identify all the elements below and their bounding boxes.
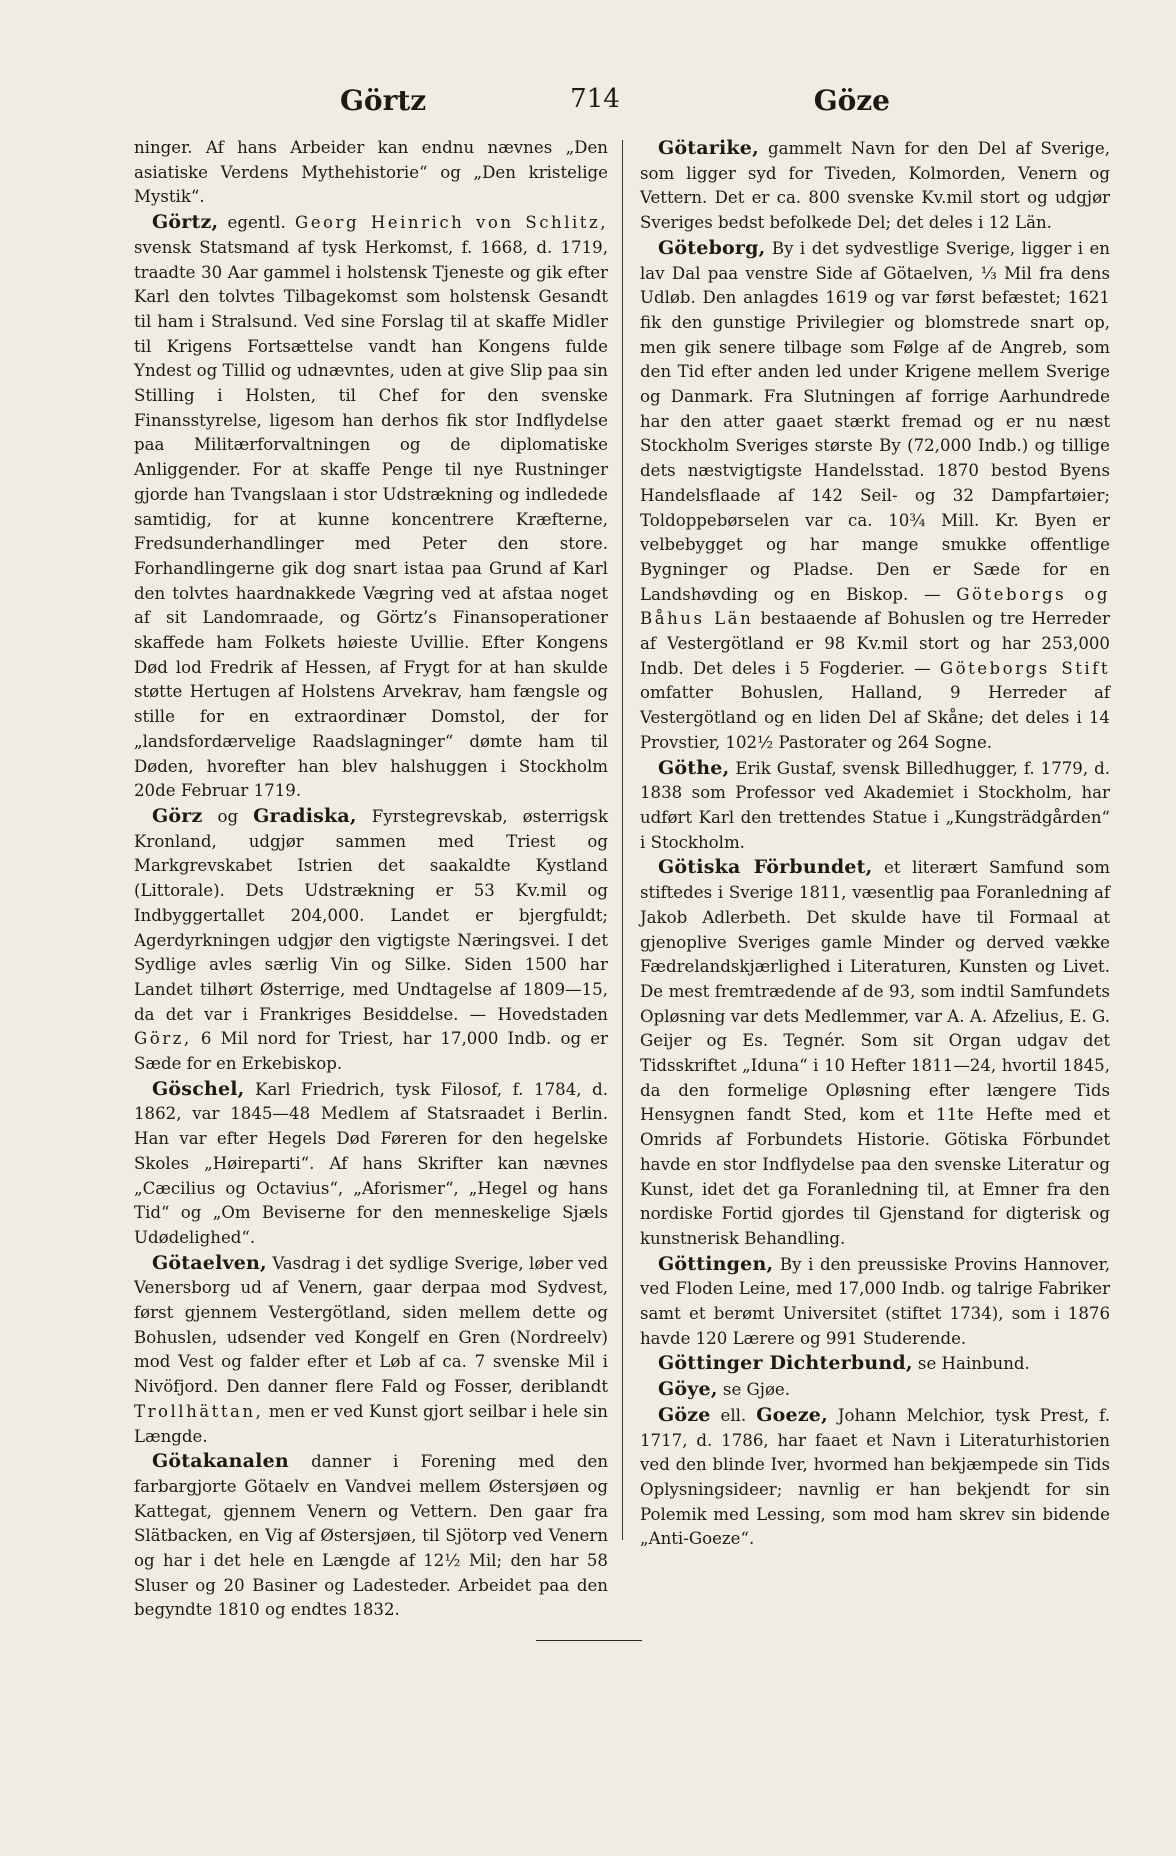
- headword: Göteborg,: [658, 236, 766, 259]
- entry-goye: Göye, se Gjøe.: [658, 1378, 791, 1401]
- entry-gotarike: Götarike, gammelt Navn for den Del af Sverige, som ligger syd for Tiveden, Kolmorden, Venern og Vettern. Det er ca. 800 svenske Kv.mil stort og udgjør Sveriges bedst befolkede Del; det deles i 12 Län.: [640, 137, 1110, 233]
- headword: Götarike,: [658, 137, 759, 159]
- right-column: [640, 136, 1110, 1552]
- entry-goteborg: Göteborg, By i det sydvestlige Sverige, ligger i en lav Dal paa venstre Side af Götaelven, ⅓ Mil fra dens Udløb. Den anlagdes 1619 og var først befæstet; 1621 fik den gunstige Privilegier og blomstrede snart op, men gik senere tilbage som Følge af de Angreb, som den Tid efter anden led under Krigene mellem Sverige og Danmark. Fra Slutningen af forrige Aarhundrede har den atter gaaet stærkt fremad og er nu næst Stockholm Sveriges største By (72,000 Indb.) og tillige dets næstvigtigste Handelsstad. 1870 bestod Byens Handelsflaade af 142 Seil- og 32 Dampfartøier; Toldoppebørselen var ca. 10¾ Mill. Kr. Byen er velbebygget og har mange smukke offentlige Bygninger og Pladse. Den er Sæde for en Landshøvding og en Biskop. — Göteborgs og Båhus Län bestaaende af Bohuslen og tre Herreder af Vestergötland er 98 Kv.mil stort og har 253,000 Indb. Det deles i 5 Fogderier. — Göteborgs Stift omfatter Bohuslen, Halland, 9 Herreder af Vestergötland og en liden Del af Skåne; det deles i 14 Provstier, 102½ Pastorater og 264 Sogne.: [640, 236, 1110, 752]
- entry-gottingen: Göttingen, By i den preussiske Provins Hannover, ved Floden Leine, med 17,000 Indb. og talrige Fabriker samt et berømt Universitet (stiftet 1734), som i 1876 havde 120 Lærere og 991 Studerende.: [640, 1252, 1110, 1348]
- headword: Görtz,: [152, 211, 219, 234]
- entry-goschel: Göschel, Karl Friedrich, tysk Filosof, f. 1784, d. 1862, var 1845—48 Medlem af Statsraadet i Berlin. Han var efter Hegels Død Føreren for den hegelske Skoles „Høireparti“. Af hans Skrifter kan nævnes „Cæcilius og Octavius“, „Aforismer“, „Hegel og hans Tid“ og „Om Beviserne for den menneskelige Sjæls Udødelighed“.: [134, 1077, 608, 1247]
- headword: Göze: [658, 1403, 711, 1426]
- entry-gottinger-dichterbund: Göttinger Dichterbund, se Hainbund.: [658, 1352, 1030, 1375]
- footer-rule: [536, 1640, 642, 1641]
- entry-gotakanalen: Götakanalen danner i Forening med den farbargjorte Götaelv en Vandvei mellem Østersjøen og Kattegat, gjennem Venern og Vettern. Den gaar fra Slätbacken, en Vig af Østersjøen, til Sjötorp ved Venern og har i det hele en Længde af 12½ Mil; den har 58 Sluser og 20 Basiner og Ladesteder. Arbeidet paa den begyndte 1810 og endtes 1832.: [134, 1450, 608, 1620]
- headword: Göye,: [658, 1378, 718, 1401]
- running-head-first-entry: Görtz: [340, 84, 427, 117]
- entry-continuation: ninger. Af hans Arbeider kan endnu nævnes „Den asiatiske Verdens Mythehistorie“ og „Den kristelige Mystik“.: [134, 138, 608, 207]
- column-divider: [622, 140, 623, 1540]
- headword: Goeze,: [756, 1403, 828, 1426]
- headword: Göthe,: [658, 756, 730, 779]
- entry-gortz: Görtz, egentl. Georg Heinrich von Schlitz, svensk Statsmand af tysk Herkomst, f. 1668, d. 1719, traadte 30 Aar gammel i holstensk Tjeneste og gik efter Karl den tolvtes Tilbagekomst som holstensk Gesandt til ham i Stralsund. Ved sine Forslag til at skaffe Midler til Krigens Fortsættelse vandt han Kongens fulde Yndest og Tillid og udnævntes, uden at give Slip paa sin Stilling i Holsten, til Chef for den svenske Finansstyrelse, ligesom han derhos fik stor Indflydelse paa Militærforvaltningen og de diplomatiske Anliggender. For at skaffe Penge til nye Rustninger gjorde han Tvangslaan i stor Udstrækning og indledede samtidig, for at kunne koncentrere Kræfterne, Fredsunderhandlinger med Peter den store. Forhandlingerne gik dog snart istaa paa Grund af Karl den tolvtes haardnakkede Vægring ved at afstaa noget af sit Landomraade, og Görtz’s Finansoperationer skaffede ham Folkets høieste Uvillie. Efter Kongens Død lod Fredrik af Hessen, af Frygt for at han skulde støtte Hertugen af Holstens Arvekrav, ham fængsle og stille for en extraordinær Domstol, der for „landsfordærvelige Raadslagninger“ dømte ham til Døden, hvorefter han blev halshuggen i Stockholm 20de Februar 1719.: [134, 211, 608, 801]
- headword: Gradiska,: [253, 804, 357, 827]
- headword: Götiska Förbundet,: [658, 856, 873, 879]
- headword: Göttinger Dichterbund,: [658, 1352, 913, 1375]
- headword: Göttingen,: [658, 1252, 774, 1275]
- running-head: [130, 80, 1060, 124]
- headword: Görz: [152, 804, 203, 827]
- running-head-last-entry: Göze: [813, 84, 890, 117]
- left-column: [134, 136, 608, 1623]
- entry-gotiska-forbundet: Götiska Förbundet, et literært Samfund som stiftedes i Sverige 1811, væsentlig paa Foranledning af Jakob Adlerbeth. Det skulde have til Formaal at gjenoplive Sveriges gamle Minder og derved vække Fædrelandskjærlighed i Literaturen, Kunsten og Livet. De mest fremtrædende af de 93, som indtil Samfundets Opløsning var dets Medlemmer, var A. A. Afzelius, E. G. Geijer og Es. Tegnér. Som sit Organ udgav det Tidsskriftet „Iduna“ i 10 Hefter 1811—24, hvortil 1845, da den formelige Opløsning efter længere Tids Hensygnen fandt Sted, kom et 11te Hefte med et Omrids af Forbundets Historie. Götiska Förbundet havde en stor Indflydelse paa den svenske Literatur og Kunst, idet det ga Foranledning til, at Emner fra den nordiske Fortid gjordes til Gjenstand for digterisk og kunstnerisk Behandling.: [640, 856, 1110, 1248]
- entry-goze: Göze ell. Goeze, Johann Melchior, tysk Prest, f. 1717, d. 1786, har faaet et Navn i Literaturhistorien ved den blinde Iver, hvormed han bekjæmpede sin Tids Oplysningsideer; navnlig er han bekjendt for sin Polemik med Lessing, som mod ham skrev sin bidende „Anti-Goeze“.: [640, 1403, 1110, 1549]
- headword: Göschel,: [152, 1077, 245, 1100]
- headword: Götaelven,: [152, 1251, 267, 1274]
- entry-gotaelven: Götaelven, Vasdrag i det sydlige Sverige, løber ved Venersborg ud af Venern, gaar derpaa mod Sydvest, først gjennem Vestergötland, siden mellem dette og Bohuslen, udsender ved Kongelf en Gren (Nordreelv) mod Vest og falder efter et Løb af ca. 7 svenske Mil i Nivöfjord. Den danner flere Fald og Fosser, deriblandt Trollhättan, men er ved Kunst gjort seilbar i hele sin Længde.: [134, 1251, 608, 1446]
- entry-gorz: Görz og Gradiska, Fyrstegrevskab, østerrigsk Kronland, udgjør sammen med Triest og Markgrevskabet Istrien det saakaldte Kystland (Littorale). Dets Udstrækning er 53 Kv.mil og Indbyggertallet 204,000. Landet er bjergfuldt; Agerdyrkningen udgjør den vigtigste Næringsvei. I det Sydlige avles særlig Vin og Silke. Siden 1500 har Landet tilhørt Østerrige, med Undtagelse af 1809—15, da det var i Frankriges Besiddelse. — Hovedstaden Görz, 6 Mil nord for Triest, har 17,000 Indb. og er Sæde for en Erkebiskop.: [134, 804, 608, 1074]
- headword: Götakanalen: [152, 1450, 289, 1473]
- entry-gothe: Göthe, Erik Gustaf, svensk Billedhugger, f. 1779, d. 1838 som Professor ved Akademiet i Stockholm, har udført Karl den trettendes Statue i „Kungsträdgården“ i Stockholm.: [640, 756, 1110, 852]
- page-number: 714: [570, 84, 620, 114]
